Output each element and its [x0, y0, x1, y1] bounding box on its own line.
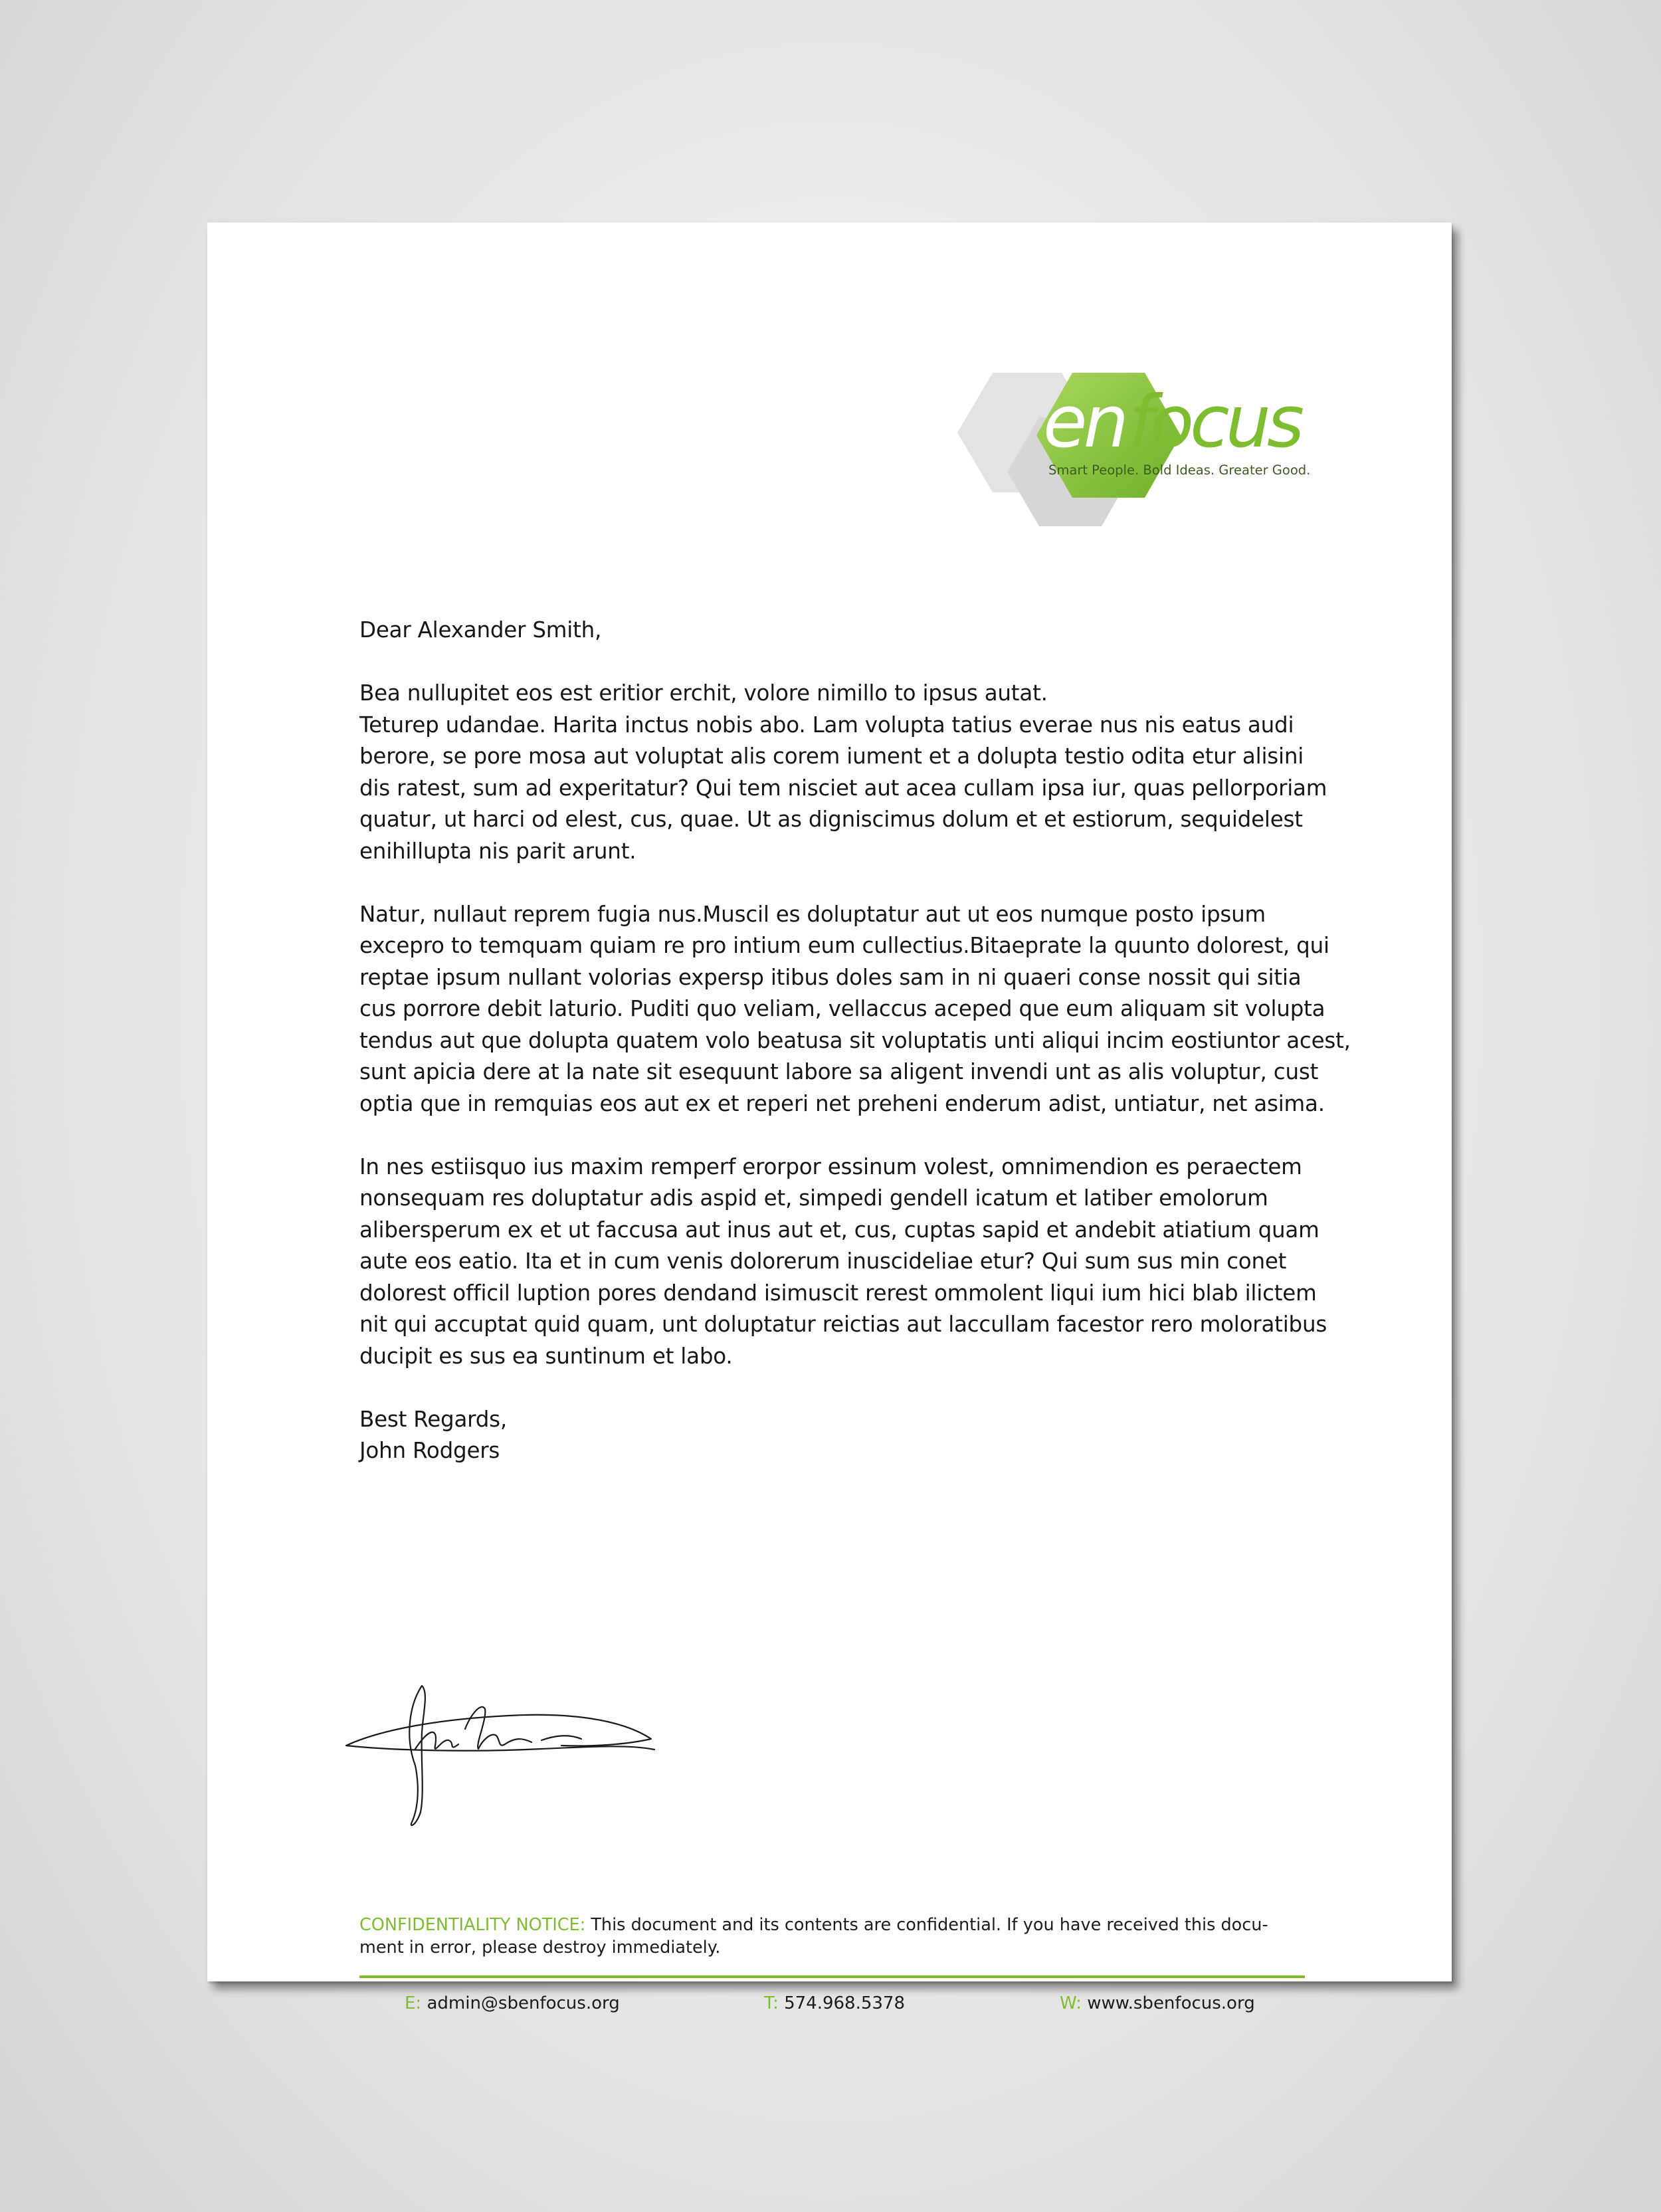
email-value[interactable]: admin@sbenfocus.org [427, 1993, 620, 2013]
footer-divider [359, 1975, 1305, 1978]
letter-body [359, 615, 1351, 1467]
contact-email [405, 1992, 620, 2015]
logo-tagline: Smart People. Bold Ideas. Greater Good. [1048, 462, 1311, 478]
web-label: W: [1060, 1993, 1082, 2013]
paragraph-3: In nes estiisquo ius maxim remperf erorpor essinum volest, omnimendion es peraectem nonsequam res doluptatur adis aspid et, simpedi gendell icatum et latiber emolorum alibersperum ex et ut faccusa aut inus aut et, cus, cuptas sapid et andebit atiatium quam aute eos eatio. Ita et in cum venis dolorerum inuscideliae etur? Qui sum sus min conet dolorest officil luption pores dendand isimuscit rerest ommolent liqui ium hici blab ilictem nit qui accuptat quid quam, unt doluptatur reictias aut laccullam facestor rero moloratibus ducipit es sus ea suntinum et labo. [359, 1154, 1327, 1369]
contact-web [1060, 1992, 1255, 2015]
signer-name: John Rodgers [359, 1438, 500, 1463]
phone-value[interactable]: 574.968.5378 [784, 1993, 906, 2013]
paragraph-2: Natur, nullaut reprem fugia nus.Muscil es doluptatur aut ut eos numque posto ipsum excepro to temquam quiam re pro intium eum cullectius.Bitaeprate la quunto dolorest, qui reptae ipsum nullant volorias expersp itibus doles sam in ni quaeri conse nossit qui sitia cus porrore debit laturio. Puditi quo veliam, vellaccus aceped que eum aliquam sit volupta tendus aut que dolupta quatem volo beatusa sit voluptatis unti aliqui incim eostiuntor acest, sunt apicia dere at la nate sit esequunt labore sa aligent invendi unt as alis voluptur, cust optia que in remquias eos aut ex et reperi net preheni enderum adist, untiatur, net asima. [359, 901, 1351, 1116]
web-value[interactable]: www.sbenfocus.org [1087, 1993, 1255, 2013]
phone-label: T: [764, 1993, 779, 2013]
confidentiality-notice [359, 1914, 1316, 1959]
wordmark-focus-part: focus [1129, 381, 1301, 464]
handwritten-signature [342, 1666, 674, 1839]
notice-label: CONFIDENTIALITY NOTICE: [359, 1915, 586, 1935]
paragraph-1: Bea nullupitet eos est eritior erchit, volore nimillo to ipsus autat. Teturep udandae. Harita inctus nobis abo. Lam volupta tatius everae nus nis eatus audi berore, se pore mosa aut voluptat alis corem iument et a dolupta testio odita etur alisini dis ratest, sum ad experitatur? Qui tem nisciet aut acea cullam ipsa iur, quas pellorporiam quatur, ut harci od elest, cus, quae. Ut as digniscimus dolum et et estiorum, sequidelest enihillupta nis parit arunt. [359, 680, 1327, 864]
notice-line-1: This document and its contents are confidential. If you have received this docu- [591, 1915, 1268, 1935]
salutation: Dear Alexander Smith, [359, 617, 602, 643]
closing: Best Regards, [359, 1406, 508, 1432]
wordmark-en-part: en [1043, 381, 1125, 464]
enfocus-logo [955, 367, 1333, 540]
email-label: E: [405, 1993, 422, 2013]
contact-phone [764, 1992, 905, 2015]
notice-line-2: ment in error, please destroy immediately. [359, 1938, 721, 1958]
letterhead-page [207, 223, 1452, 2013]
